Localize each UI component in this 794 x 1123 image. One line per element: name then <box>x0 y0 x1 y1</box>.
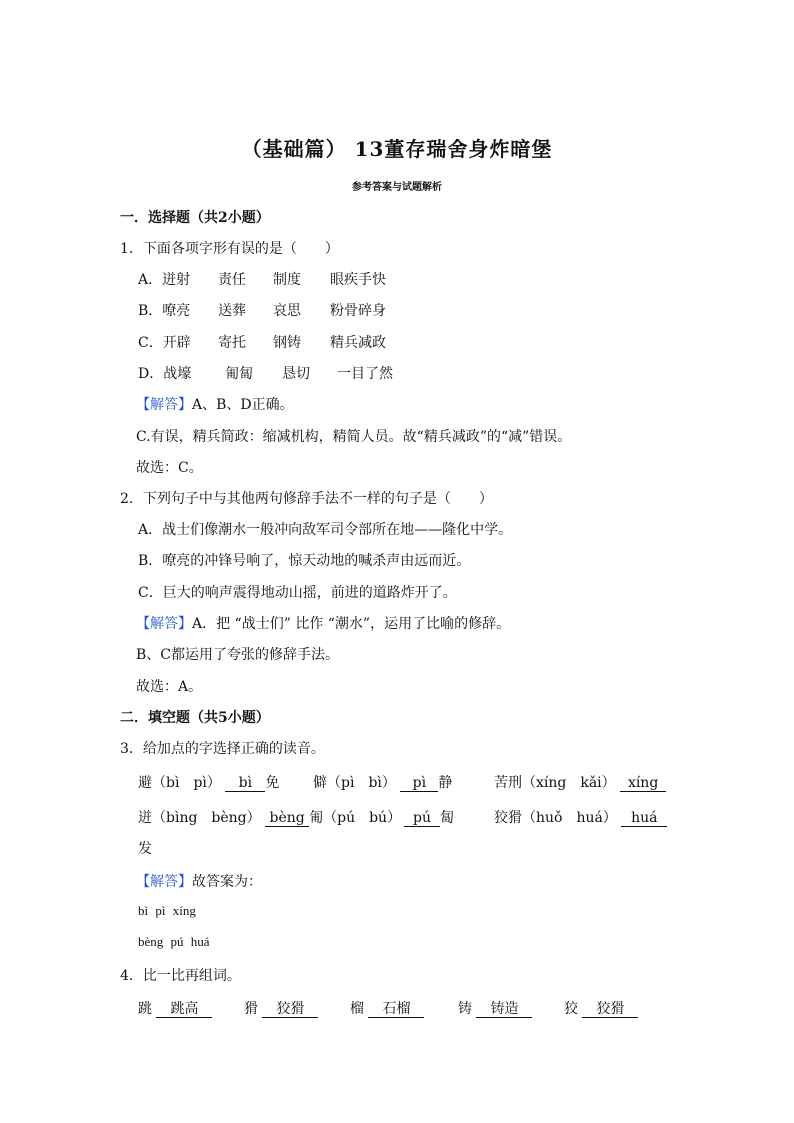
option-word: 粉骨碎身 <box>330 303 386 319</box>
answer-blank: 跳高 <box>156 1001 212 1018</box>
option-word: 匍匐 <box>225 366 253 382</box>
char-suffix: 匐 <box>440 810 454 826</box>
pinyin-choice: 匍（pú bú） <box>309 810 402 826</box>
answer-blank: bèng <box>265 810 309 827</box>
pinyin-choice: 苦刑（xíng kǎi） <box>494 775 616 791</box>
question-1-option-a <box>138 269 386 289</box>
answer-tag: 【解答】 <box>136 874 192 890</box>
pinyin-choice: 迸（bìng bèng） <box>138 810 261 826</box>
answer-blank: huá <box>621 810 667 827</box>
question-4-item-4 <box>458 998 532 1018</box>
question-1-stem: 1．下面各项字形有误的是（ ） <box>120 241 339 257</box>
option-word: 恳切 <box>282 366 310 382</box>
question-1-choice: 故选：C。 <box>136 460 203 476</box>
question-1-option-b <box>138 300 386 320</box>
item-char: 猾 <box>244 1001 258 1017</box>
question-2-explanation: B、C都运用了夸张的修辞手法。 <box>136 647 339 663</box>
question-3-row-2-c <box>494 807 667 827</box>
answer-blank: 狡猾 <box>582 1001 638 1018</box>
answer-text: A．把 “战士们” 比作 “潮水”，运用了比喻的修辞。 <box>192 616 511 632</box>
question-3-row-2-b <box>404 807 454 827</box>
question-4-stem: 4．比一比再组词。 <box>120 968 241 984</box>
page-title: （基础篇） 13董存瑞舍身炸暗堡 <box>241 137 553 161</box>
question-3-row-1-b <box>313 772 452 792</box>
answer-blank: bì <box>225 775 265 792</box>
question-3-answer <box>136 871 262 891</box>
question-1-option-c <box>138 332 386 352</box>
option-word: D．战壕 <box>138 366 192 382</box>
section-heading-choice: 一．选择题（共2小题） <box>120 210 270 226</box>
option-word: 一目了然 <box>337 366 393 382</box>
answer-blank: 铸造 <box>476 1001 532 1018</box>
option-word: 制度 <box>273 272 301 288</box>
question-3-row-3: 发 <box>138 841 152 857</box>
question-4-item-5 <box>564 998 638 1018</box>
answer-blank: xíng <box>620 775 666 792</box>
pinyin-choice: 避（bì pì） <box>138 775 221 791</box>
question-1-option-d <box>138 363 393 383</box>
question-2-option-b: B．嘹亮的冲锋号响了，惊天动地的喊杀声由远而近。 <box>138 553 471 569</box>
pinyin-choice: 狡猾（huǒ huá） <box>494 810 617 826</box>
item-char: 铸 <box>458 1001 472 1017</box>
item-char: 跳 <box>138 1001 152 1017</box>
option-word: 寄托 <box>218 335 246 351</box>
option-word: 责任 <box>218 272 246 288</box>
question-4-item-1 <box>138 998 212 1018</box>
option-word: 眼疾手快 <box>330 272 386 288</box>
answer-blank: 狡猾 <box>262 1001 318 1018</box>
answer-text: A、B、D正确。 <box>192 397 294 413</box>
section-heading-fill: 二．填空题（共5小题） <box>120 710 270 726</box>
option-word: B．嘹亮 <box>138 303 191 319</box>
question-4-item-2 <box>244 998 318 1018</box>
pinyin-choice: 僻（pì bì） <box>313 775 396 791</box>
answer-tag: 【解答】 <box>136 397 192 413</box>
question-3-stem: 3．给加点的字选择正确的读音。 <box>120 741 325 757</box>
question-3-answer-line-1: bì pì xíng <box>138 903 196 918</box>
question-2-option-a: A．战士们像潮水一般冲向敌军司令部所在地——隆化中学。 <box>138 522 513 538</box>
answer-blank: pú <box>404 810 440 827</box>
question-3-answer-line-2: bèng pú huá <box>138 934 210 949</box>
answer-blank: 石榴 <box>368 1001 424 1018</box>
option-word: C．开辟 <box>138 335 191 351</box>
option-word: 精兵减政 <box>330 335 386 351</box>
question-2-choice: 故选：A。 <box>136 679 203 695</box>
question-4-item-3 <box>350 998 424 1018</box>
page-subtitle: 参考答案与试题解析 <box>352 182 442 193</box>
answer-blank: pì <box>400 775 438 792</box>
option-word: 送葬 <box>218 303 246 319</box>
question-1-answer <box>136 394 294 414</box>
question-3-row-1-c <box>494 772 666 792</box>
option-word: 哀思 <box>273 303 301 319</box>
question-1-explanation: C.有误，精兵简政：缩减机构，精简人员。故“精兵减政”的“减”错误。 <box>136 429 572 445</box>
char-suffix: 静 <box>438 775 453 791</box>
question-2-option-c: C．巨大的响声震得地动山摇，前进的道路炸开了。 <box>138 585 457 601</box>
char-suffix: 免 <box>265 775 280 791</box>
item-char: 榴 <box>350 1001 364 1017</box>
question-2-stem: 2．下列句子中与其他两句修辞手法不一样的句子是（ ） <box>120 491 493 507</box>
option-word: A．迸射 <box>138 272 191 288</box>
question-3-row-2 <box>138 807 401 827</box>
question-2-answer <box>136 613 510 633</box>
question-3-row-1 <box>138 772 279 792</box>
answer-tag: 【解答】 <box>136 616 192 632</box>
answer-text: 故答案为： <box>192 874 262 890</box>
item-char: 狡 <box>564 1001 578 1017</box>
option-word: 钢铸 <box>273 335 301 351</box>
